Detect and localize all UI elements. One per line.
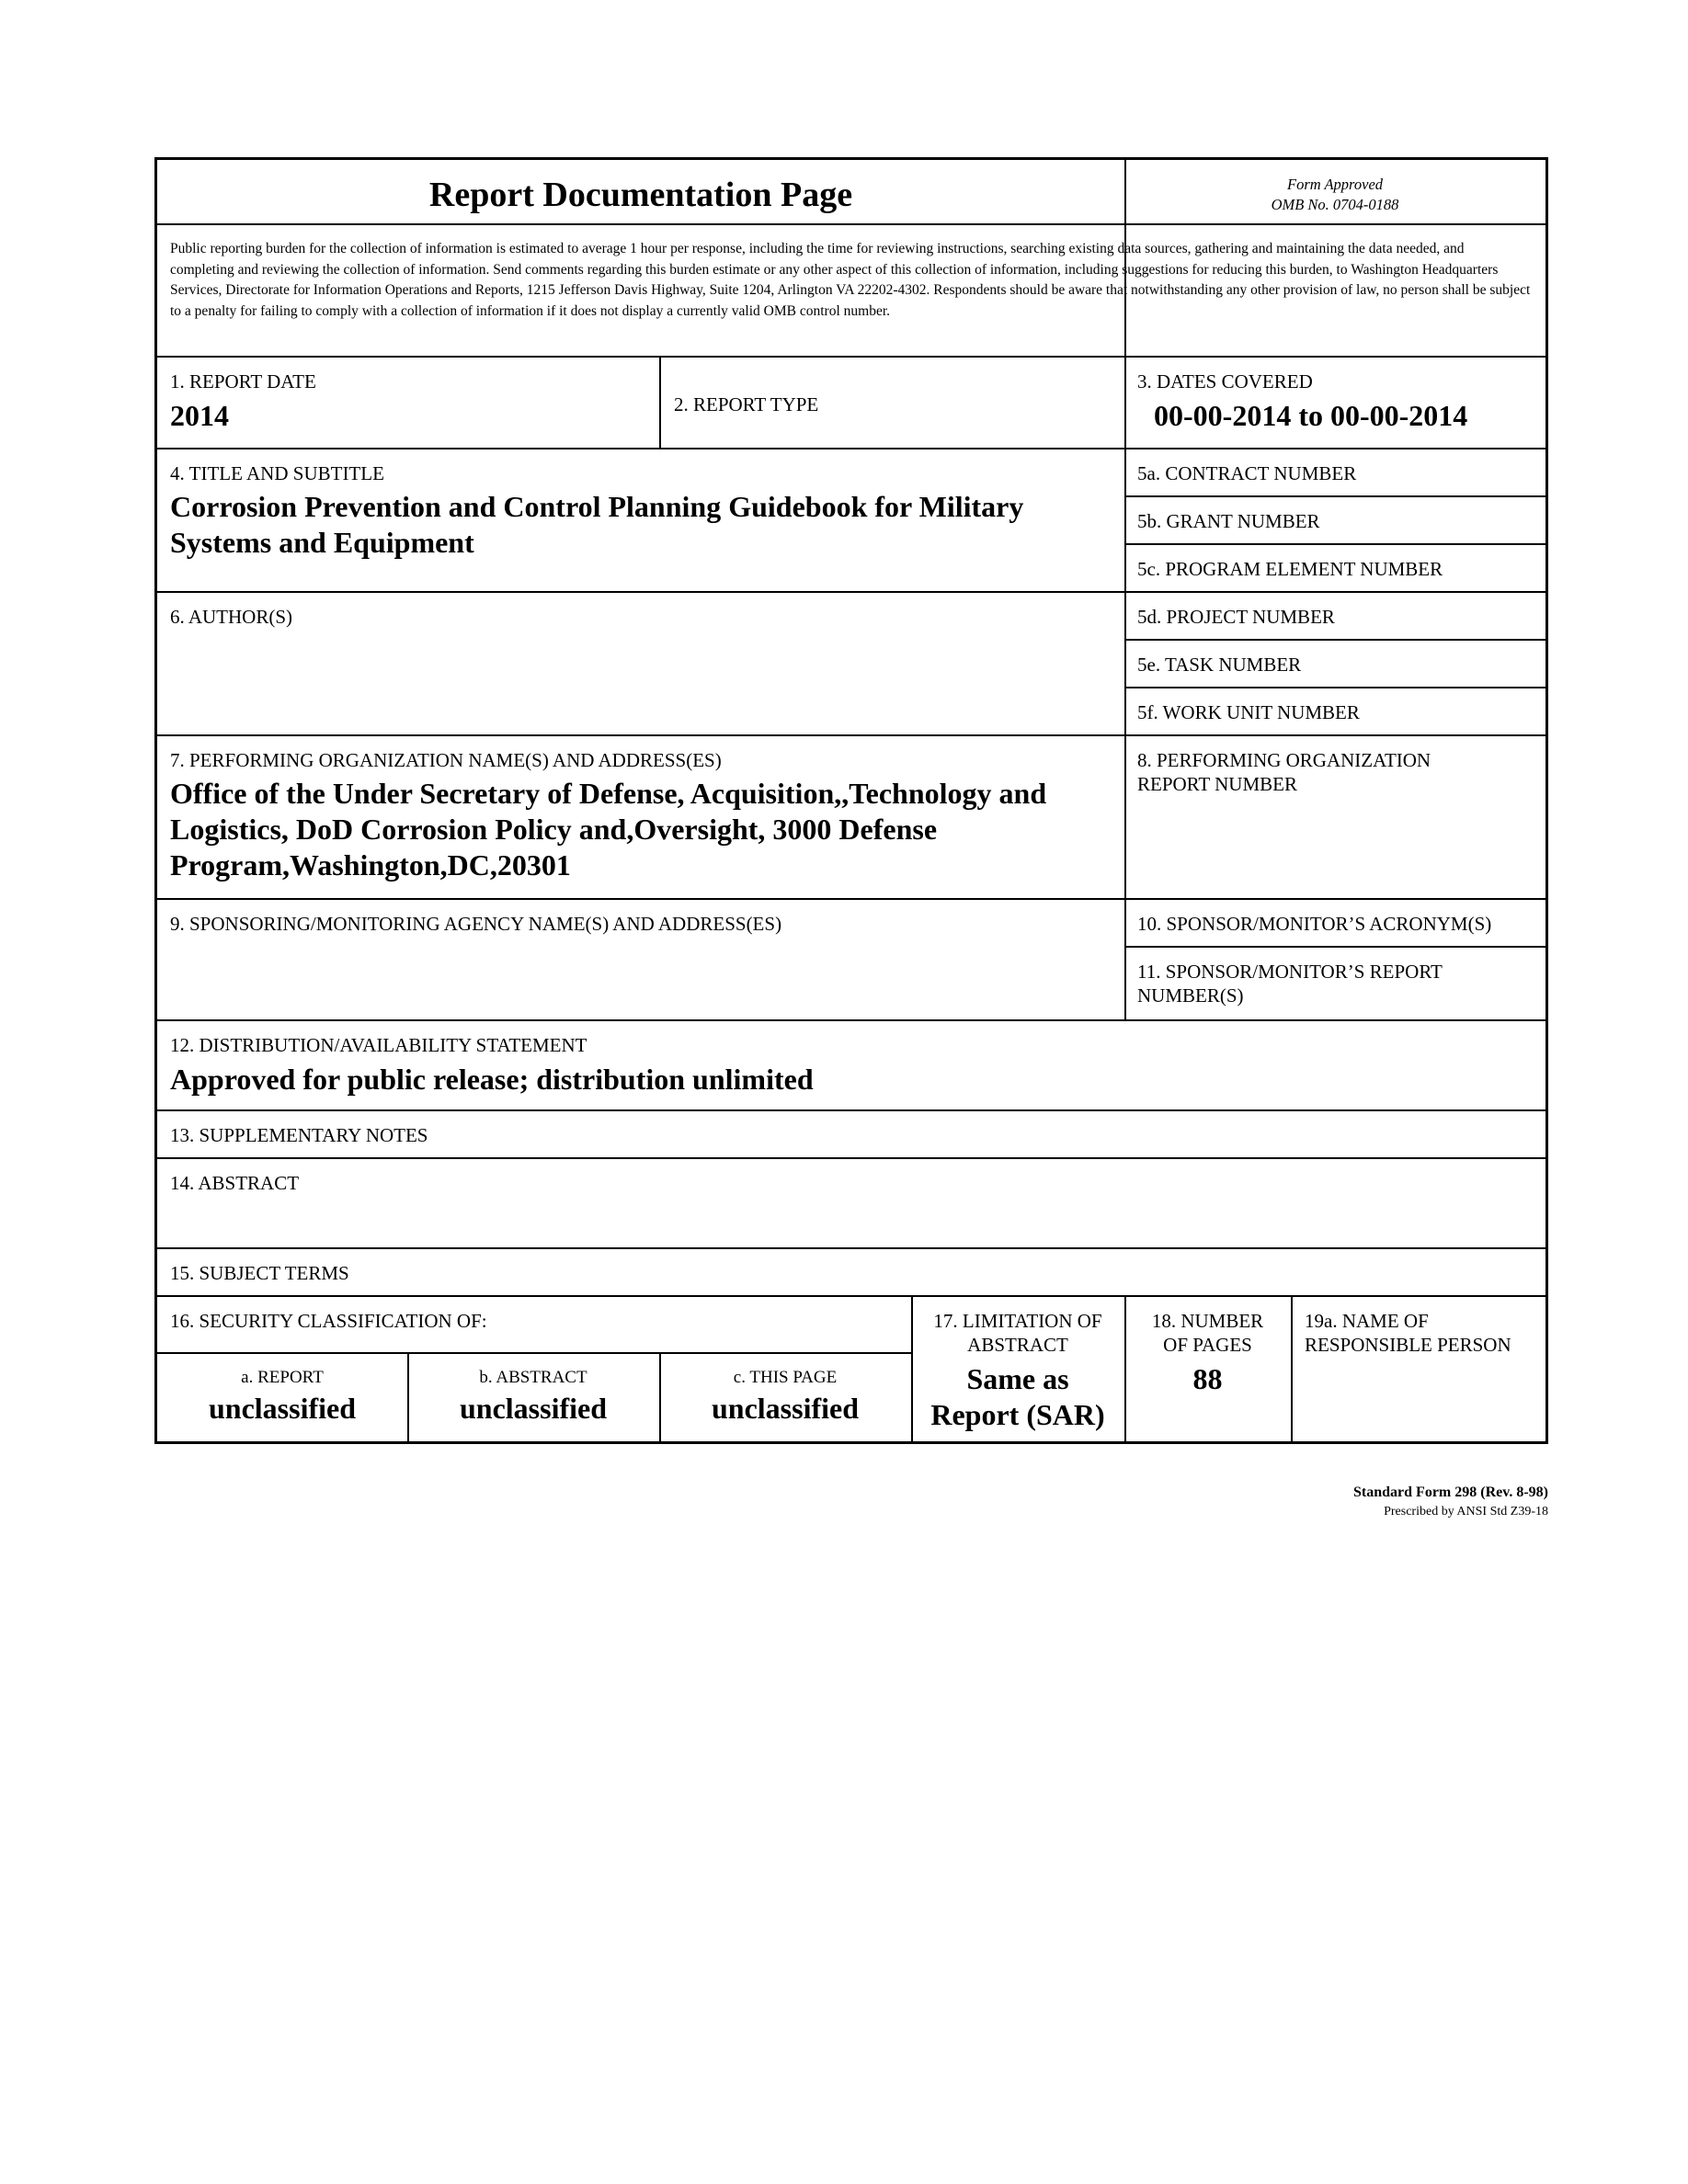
supplementary-label: 13. SUPPLEMENTARY NOTES [170,1124,428,1146]
performing-org-value: Office of the Under Secretary of Defense, Acquisition,,Technology and Logistics, DoD Corrosion Policy and,Oversight, 3000 Defense Program,Washington,DC,20301 [170,777,1047,882]
divider [157,448,1545,449]
security-label: 16. SECURITY CLASSIFICATION OF: [170,1310,487,1332]
subject-terms-label: 15. SUBJECT TERMS [170,1262,349,1284]
dates-covered-label: 3. DATES COVERED [1137,370,1313,392]
page-class-label: c. THIS PAGE [733,1368,838,1387]
author-label: 6. AUTHOR(S) [170,606,293,628]
burden-statement: Public reporting burden for the collection of information is estimated to average 1 hour per response, including the time for reviewing instructions, searching existing data sources, gathering and maintaining the data needed, and completing and reviewing the collection of information. Send comments regarding this burden estimate or any other aspect of this collection of information, including suggestions for reducing this burden, to Washington Headquarters Services, Directorate for Information Operations and Reports, 1215 Jefferson Davis Highway, Suite 1204, Arlington VA 22202-4302. Respondents should be aware that notwithstanding any other provision of law, no person shall be subject to a penalty for failing to comply with a collection of information if it does not display a currently valid OMB control number. [170,241,1531,319]
project-number-label: 5d. PROJECT NUMBER [1137,606,1335,628]
page-title: Report Documentation Page [428,176,853,214]
distribution-label: 12. DISTRIBUTION/AVAILABILITY STATEMENT [170,1034,587,1056]
abstract-class-label: b. ABSTRACT [479,1368,587,1387]
prescribed-label: Prescribed by ANSI Std Z39-18 [1384,1505,1548,1519]
responsible-label-1: 19a. NAME OF [1305,1310,1429,1332]
monitor-report-label-1: 11. SPONSOR/MONITOR’S REPORT [1137,961,1443,983]
responsible-label-2: RESPONSIBLE PERSON [1305,1334,1511,1356]
divider [157,1157,1545,1159]
divider [1124,543,1545,545]
report-type-label: 2. REPORT TYPE [674,393,819,415]
report-date-label: 1. REPORT DATE [170,370,316,392]
divider [157,734,1545,736]
performing-report-label-2: REPORT NUMBER [1137,773,1297,795]
divider [157,356,1545,358]
title-value: Corrosion Prevention and Control Planning Guidebook for Military Systems and Equipment [170,490,1024,559]
divider [157,1109,1545,1111]
divider [157,223,1545,225]
standard-form-label: Standard Form 298 (Rev. 8-98) [1353,1484,1548,1500]
work-unit-label: 5f. WORK UNIT NUMBER [1137,701,1360,723]
program-element-label: 5c. PROGRAM ELEMENT NUMBER [1137,558,1443,580]
divider [1124,639,1545,641]
pages-label-2: OF PAGES [1163,1334,1252,1356]
report-date-value: 2014 [170,399,229,432]
form-approved-label: Form Approved [1286,176,1384,193]
performing-report-label-1: 8. PERFORMING ORGANIZATION [1137,749,1431,771]
grant-number-label: 5b. GRANT NUMBER [1137,510,1320,532]
distribution-value: Approved for public release; distribution unlimited [170,1063,814,1096]
limitation-label-2: ABSTRACT [967,1334,1068,1356]
divider [1291,1295,1293,1441]
limitation-value-2: Report (SAR) [930,1398,1105,1431]
divider [659,356,661,448]
limitation-value-1: Same as [966,1362,1069,1395]
pages-value: 88 [1192,1362,1223,1395]
report-class-value: unclassified [208,1392,357,1425]
divider [1124,495,1545,497]
divider [1124,687,1545,688]
sponsoring-label: 9. SPONSORING/MONITORING AGENCY NAME(S) AND ADDRESS(ES) [170,913,782,935]
dates-covered-value: 00-00-2014 to 00-00-2014 [1154,399,1468,432]
report-documentation-form [154,157,1548,1444]
monitor-report-label-2: NUMBER(S) [1137,984,1244,1007]
acronym-label: 10. SPONSOR/MONITOR’S ACRONYM(S) [1137,913,1492,935]
divider [157,1019,1545,1021]
omb-number: OMB No. 0704-0188 [1271,196,1399,213]
divider [1124,946,1545,948]
divider [157,1295,1545,1297]
divider [157,898,1545,900]
divider [157,1352,911,1354]
performing-org-label: 7. PERFORMING ORGANIZATION NAME(S) AND ADDRESS(ES) [170,749,722,771]
report-class-label: a. REPORT [241,1368,324,1387]
abstract-class-value: unclassified [459,1392,608,1425]
contract-number-label: 5a. CONTRACT NUMBER [1137,462,1357,484]
divider [157,591,1545,593]
form-approved-note [1124,175,1545,215]
task-number-label: 5e. TASK NUMBER [1137,654,1302,676]
pages-label-1: 18. NUMBER [1151,1310,1264,1332]
limitation-label-1: 17. LIMITATION OF [933,1310,1102,1332]
page-class-value: unclassified [711,1392,860,1425]
title-label: 4. TITLE AND SUBTITLE [170,462,384,484]
divider [157,1247,1545,1249]
abstract-label: 14. ABSTRACT [170,1172,300,1194]
